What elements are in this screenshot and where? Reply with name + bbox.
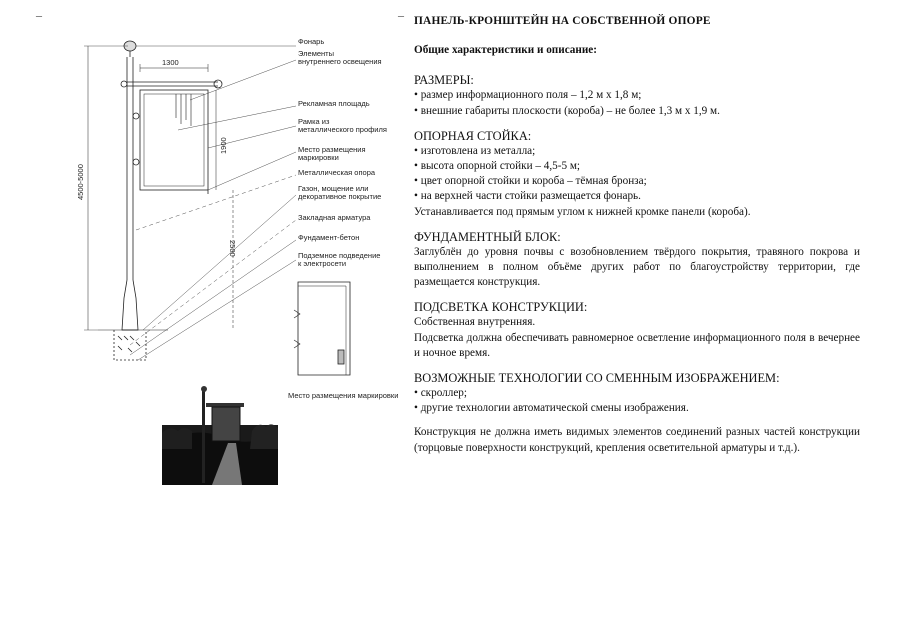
section-heading: ПОДСВЕТКА КОНСТРУКЦИИ: xyxy=(414,300,588,315)
label-embedded-rebar: Закладная арматура xyxy=(298,213,371,222)
label-lawn: Газон, мощение или xyxy=(298,184,369,193)
page-title: ПАНЕЛЬ-КРОНШТЕЙН НА СОБСТВЕННОЙ ОПОРЕ xyxy=(414,15,711,27)
section-heading: РАЗМЕРЫ: xyxy=(414,73,474,88)
list-item: • цвет опорной стойки и короба – тёмная бронза; xyxy=(414,175,647,188)
dim-width: 1300 xyxy=(162,58,179,67)
paragraph: Заглублён до уровня почвы с возобновлением твёрдого покрытия, травяного покрова и выполнением в полном объёме других работ по благоустройству территории, где размещается конструкция. xyxy=(414,245,860,289)
dim-total-height: 4500-5000 xyxy=(76,164,85,200)
label-marking-caption: Место размещения маркировки xyxy=(288,391,399,400)
section-dimensions xyxy=(414,72,860,118)
label-frame-2: металлического профиля xyxy=(298,125,387,134)
label-lawn-2: декоративное покрытие xyxy=(298,192,382,201)
label-marking-place: Место размещения xyxy=(298,145,366,154)
final-note: Конструкция не должна иметь видимых элементов соединений разных частей конструкции (торцовые поверхности конструкций, крепления осветительной арматуры и т.д.). xyxy=(414,426,860,454)
paragraph: Собственная внутренняя. xyxy=(414,316,536,329)
section-heading: ВОЗМОЖНЫЕ ТЕХНОЛОГИИ СО СМЕННЫМ ИЗОБРАЖЕНИЕМ: xyxy=(414,371,780,386)
list-item: • внешние габариты плоскости (короба) – не более 1,3 м х 1,9 м. xyxy=(414,104,720,117)
label-frame: Рамка из xyxy=(298,117,330,126)
section-heading: ОПОРНАЯ СТОЙКА: xyxy=(414,128,532,143)
label-underground-power-2: к электросети xyxy=(298,259,347,268)
page-mark-left: – xyxy=(36,8,42,22)
label-metal-pole: Металлическая опора xyxy=(298,168,376,177)
page-mark-center: – xyxy=(398,8,404,22)
label-underground-power: Подземное подведение xyxy=(298,251,381,260)
label-foundation: Фундамент-бетон xyxy=(298,233,360,242)
label-marking-place-2: маркировки xyxy=(298,153,339,162)
list-item: • другие технологии автоматической смены изображения. xyxy=(414,402,689,415)
section-lighting xyxy=(414,299,860,361)
list-item: • высота опорной стойки – 4,5-5 м; xyxy=(414,160,581,173)
label-lighting-elements: Элементы xyxy=(298,49,334,58)
section-foundation xyxy=(414,229,860,291)
label-ad-area: Рекламная площадь xyxy=(298,99,370,108)
dim-panel-height: 1900 xyxy=(219,137,228,154)
section-support-pole xyxy=(414,128,860,220)
construction-drawing xyxy=(58,30,403,410)
description-column xyxy=(414,14,860,456)
pole-base xyxy=(122,280,138,330)
paragraph: Подсветка должна обеспечивать равномерное осветление информационного поля в вечернее и ночное время. xyxy=(414,331,860,359)
section-technologies xyxy=(414,370,860,416)
paragraph: Устанавливается под прямым углом к нижней кромке панели (короба). xyxy=(414,205,751,218)
general-heading: Общие характеристики и описание: xyxy=(414,44,597,57)
ad-panel xyxy=(140,90,208,190)
dim-clearance: 2500 xyxy=(228,240,237,257)
list-item: • на верхней части стойки размещается фонарь. xyxy=(414,190,641,203)
list-item: • изготовлена из металла; xyxy=(414,144,536,157)
list-item: • скроллер; xyxy=(414,387,467,400)
list-item: • размер информационного поля – 1,2 м х 1,8 м; xyxy=(414,89,642,102)
label-lamp: Фонарь xyxy=(298,37,325,46)
marking-plate xyxy=(338,350,344,364)
section-heading: ФУНДАМЕНТНЫЙ БЛОК: xyxy=(414,229,561,244)
installation-photo xyxy=(162,385,278,485)
label-lighting-elements-2: внутреннего освещения xyxy=(298,57,382,66)
